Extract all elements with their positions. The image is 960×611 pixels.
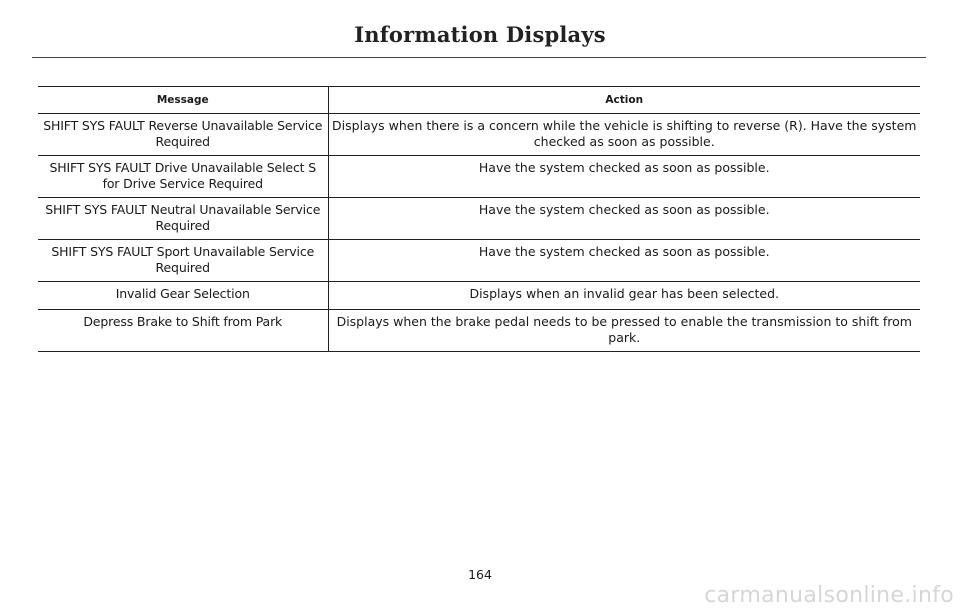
table-row — [38, 156, 920, 198]
message-cell: Invalid Gear Selection — [38, 282, 328, 310]
table-row — [38, 198, 920, 240]
page-number: 164 — [468, 567, 492, 582]
action-cell: Have the system checked as soon as possible. — [328, 156, 920, 198]
table-row — [38, 114, 920, 156]
action-cell: Displays when an invalid gear has been selected. — [328, 282, 920, 310]
message-cell: SHIFT SYS FAULT Sport Unavailable Service Required — [38, 240, 328, 282]
watermark: carmanualsonline.info — [704, 583, 954, 608]
column-header-action: Action — [328, 87, 920, 114]
action-cell: Have the system checked as soon as possible. — [328, 198, 920, 240]
message-cell: SHIFT SYS FAULT Reverse Unavailable Service Required — [38, 114, 328, 156]
message-table — [38, 86, 920, 352]
table-row — [38, 282, 920, 310]
column-header-message: Message — [38, 87, 328, 114]
message-cell: Depress Brake to Shift from Park — [38, 310, 328, 352]
table-header-row — [38, 87, 920, 114]
header-divider — [32, 57, 926, 58]
table-row — [38, 240, 920, 282]
action-cell: Displays when there is a concern while the vehicle is shifting to reverse (R). Have the system checked as soon as possible. — [328, 114, 920, 156]
action-cell: Displays when the brake pedal needs to be pressed to enable the transmission to shift from park. — [328, 310, 920, 352]
action-cell: Have the system checked as soon as possible. — [328, 240, 920, 282]
message-cell: SHIFT SYS FAULT Drive Unavailable Select S for Drive Service Required — [38, 156, 328, 198]
page-title: Information Displays — [354, 22, 606, 47]
message-cell: SHIFT SYS FAULT Neutral Unavailable Service Required — [38, 198, 328, 240]
table-row — [38, 310, 920, 352]
